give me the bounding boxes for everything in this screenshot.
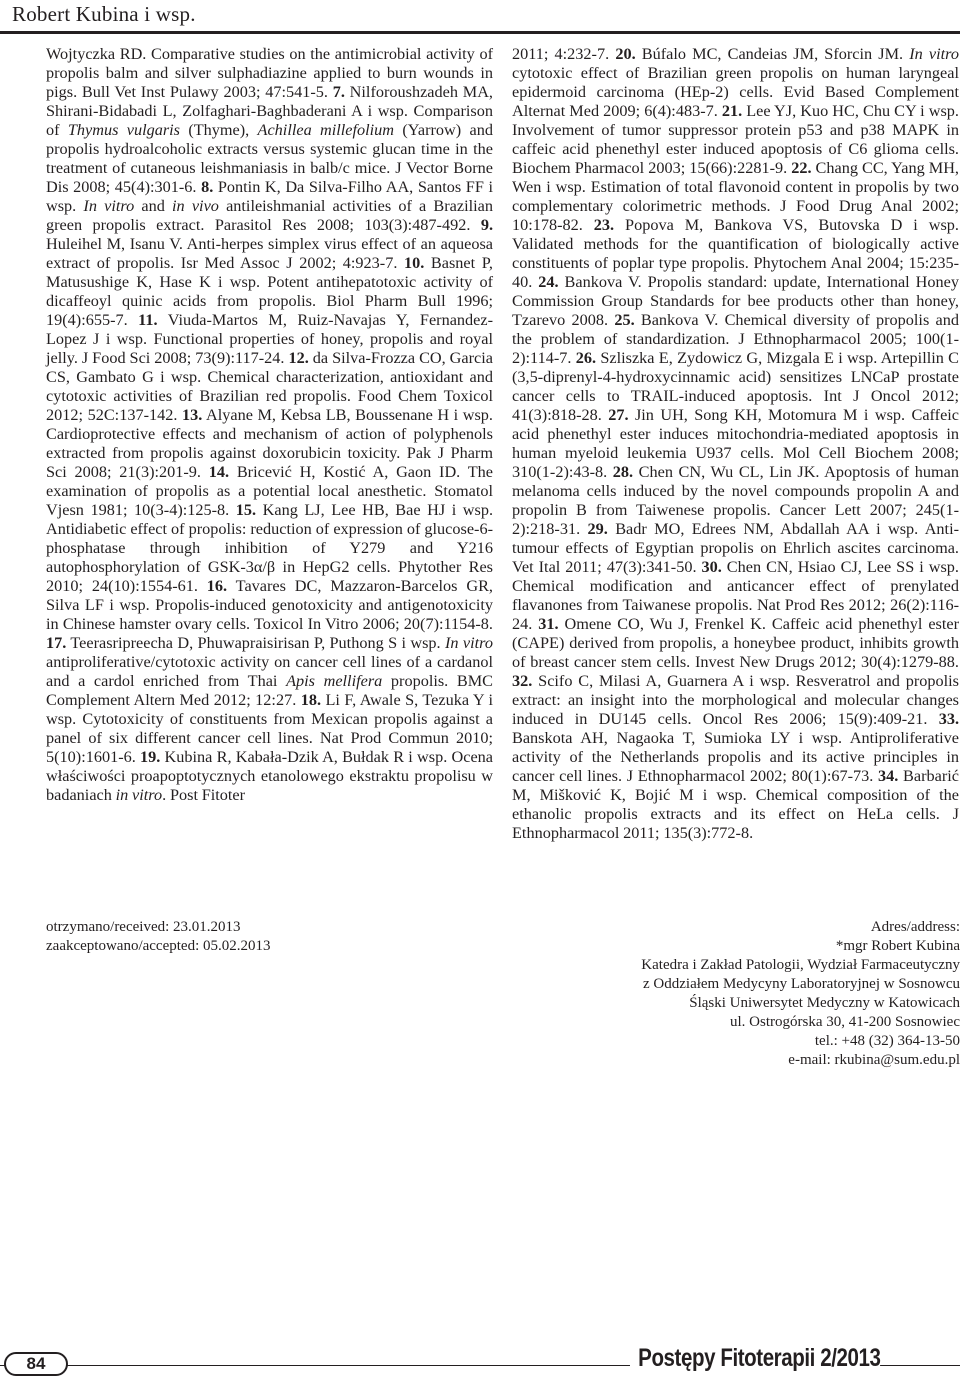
header-rule <box>0 31 960 34</box>
reference-text: Banskota AH, Nagaoka T, Sumioka LY i wsp. Antiproliferative activity of the Netherlands propolis and its active principles in cancer cell lines. J Ethnopharmacol 2002; 80(1):67-73. <box>512 729 959 785</box>
reference-text: antileishmanial activities of a Brazilian green propolis extract. Parasitol Res 2008; 103(3):487-492. <box>46 197 493 234</box>
reference-number: 8. <box>201 178 214 196</box>
email-address: e-mail: rkubina@sum.edu.pl <box>788 1052 960 1068</box>
reference-text: Teerasripreecha D, Phuwapraisirisan P, Puthong S i wsp. <box>66 634 445 652</box>
reference-number: 9. <box>480 216 493 234</box>
reference-text: Li F, Awale S, Tezuka Y i wsp. Cytotoxicity of constituents from Mexican propolis against a panel of six different cancer cell lines. Nat Prod Commun 2010; 5(10):1601-6. <box>46 691 493 766</box>
reference-text: cytotoxic effect of Brazilian green propolis on human laryngeal epidermoid carcinoma (HEp-2) cells. Evid Based Complement Alternat Med 2009; 6(4):483-7. <box>512 64 959 120</box>
reference-text: and <box>134 197 173 215</box>
reference-number: 26. <box>575 349 597 367</box>
reference-text: Badr MO, Edrees NM, Abdallah AA i wsp. Anti-tumour effects of Egyptian propolis on Ehrlich ascites carcinoma. Vet Ital 2011; 47(3):341-50. <box>512 520 959 576</box>
reference-text: Barbarić M, Mišković K, Bojić M i wsp. Chemical composition of the ethanolic propolis extracts and its effect on HeLa cells. J Ethnopharmacol 2011; 135(3):772-8. <box>512 767 959 842</box>
reference-number: 28. <box>612 463 634 481</box>
reference-text: Chen CN, Hsiao CJ, Lee SS i wsp. Chemical modification and anticancer effect of prenylated flavanones from Taiwanese propolis. Nat Prod Res 2012; 26(2):116-24. <box>512 558 959 633</box>
reference-italic-text: in vitro <box>115 786 163 804</box>
reference-text: Huleihel M, Isanu V. Anti-herpes simplex virus effect of an aqueosa extract of propolis. Isr Med Assoc J 2002; 4:923-7. <box>46 235 493 272</box>
reference-italic-text: In vitro <box>909 45 959 63</box>
reference-text: Kubina R, Kabała-Dzik A, Bułdak R i wsp. Ocena właściwości proapoptotycznych etanolowego ekstraktu propolisu w badaniach <box>46 748 493 804</box>
running-header <box>0 0 960 33</box>
reference-number: 30. <box>701 558 722 576</box>
reference-text: Jin UH, Song KH, Motomura M i wsp. Caffeic acid phenethyl ester induces mitochondria-mediated apoptosis in human myeloid leukemia U937 cells. Mol Cell Biochem 2008; 310(1-2):43-8. <box>512 406 960 481</box>
reference-number: 18. <box>300 691 322 709</box>
reference-text: Bankova V. Propolis standard: update, International Honey Commission Group Standards for bee products other than honey, Tzarevo 2008. <box>512 273 959 329</box>
reference-text: Basnet P, Matusushige K, Hase K i wsp. Potent antihepatotoxic activity of dicaffeoyl quinic acids from propolis. Biol Pharm Bull 1996; 19(4):655-7. <box>46 254 493 329</box>
reference-text: Viuda-Martos M, Ruiz-Navajas Y, Fernandez-Lopez J i wsp. Functional properties of honey, propolis and royal jelly. J Food Sci 2008; 73(9):117-24. <box>46 311 494 367</box>
reference-number: 27. <box>608 406 629 424</box>
reference-number: 16. <box>206 577 228 595</box>
reference-number: 12. <box>288 349 309 367</box>
reference-number: 19. <box>140 748 161 766</box>
received-dates <box>46 918 271 956</box>
reference-number: 31. <box>538 615 559 633</box>
reference-text: Kang LJ, Lee HB, Bae HJ i wsp. Antidiabetic effect of propolis: reduction of expression of glucose-6-phosphatase through inhibition of Y279 and Y216 autophosphorylation of GSK-3α/β in HepG2 cells. Phytother Res 2010; 24(10):1554-61. <box>46 501 494 595</box>
reference-italic-text: in vivo <box>172 197 219 215</box>
reference-text: Lee YJ, Kuo HC, Chu CY i wsp. Involvement of tumor suppressor protein p53 and p38 MAPK in caffeic acid phenethyl ester induced apoptosis of C6 glioma cells. Biochem Pharmacol 2003; 15(66):2281-9. <box>512 102 959 177</box>
reference-italic-text: In vitro <box>83 197 135 215</box>
reference-text: antiproliferative/cytotoxic activity on cancer cell lines of a cardanol and a cardol enriched from Thai <box>46 653 493 690</box>
reference-italic-text: Apis mellifera <box>286 672 383 690</box>
reference-text: 2011; 4:232-7. <box>512 45 616 63</box>
author-name: *mgr Robert Kubina <box>835 938 960 954</box>
reference-text: Popova M, Bankova VS, Butovska D i wsp. Validated methods for the quantification of biologically active constituents of poplar type propolis. Phytochem Anal 2004; 15:235-40. <box>512 216 959 291</box>
reference-number: 22. <box>791 159 812 177</box>
reference-italic-text: In vitro <box>445 634 493 652</box>
reference-number: 25. <box>614 311 635 329</box>
references-right-text <box>512 45 959 843</box>
reference-text: Bankova V. Chemical diversity of propolis and the problem of standardization. J Ethnopharmacol 2005; 100(1-2):114-7. <box>512 311 959 367</box>
reference-text: Pontin K, Da Silva-Filho AA, Santos FF i wsp. <box>46 178 493 215</box>
page-footer <box>0 1340 960 1382</box>
reference-number: 10. <box>404 254 425 272</box>
reference-number: 13. <box>182 406 203 424</box>
reference-number: 34. <box>878 767 899 785</box>
reference-text: Chen CN, Wu CL, Lin JK. Apoptosis of human melanoma cells induced by the novel compounds propolin A and propolin B from Taiwenese propolis. Cancer Lett 2007; 245(1-2):218-31. <box>512 463 959 538</box>
department-line-1: Katedra i Zakład Patologii, Wydział Farmaceutyczny <box>641 957 960 973</box>
reference-text: Chang CC, Yang MH, Wen i wsp. Estimation of total flavonoid content in propolis by two complementary colorimetric methods. J Food Drug Anal 2002; 10:178-82. <box>512 159 959 234</box>
reference-text: Tavares DC, Mazzaron-Barcelos GR, Silva LF i wsp. Propolis-induced genotoxicity and antigenotoxicity in Chinese hamster ovary cells. Toxicol In Vitro 2006; 20(7):1154-8. <box>46 577 493 633</box>
reference-text: Nilforoushzadeh MA, Shirani-Bidabadi L, Zolfaghari-Baghbaderani A i wsp. Comparison of <box>46 83 493 139</box>
reference-number: 17. <box>46 634 67 652</box>
references-left-column <box>46 45 493 805</box>
running-title: Robert Kubina i wsp. <box>12 2 196 26</box>
reference-number: 15. <box>235 501 257 519</box>
university-name: Śląski Uniwersytet Medyczny w Katowicach <box>689 995 960 1011</box>
reference-text: da Silva-Frozza CO, Garcia CS, Gambato G i wsp. Chemical characterization, antioxidant and cytotoxic activities of Brazilian red propolis. Food Chem Toxicol 2012; 52C:137-142. <box>46 349 493 424</box>
reference-text: Búfalo MC, Candeias JM, Sforcin JM. <box>635 45 910 63</box>
reference-number: 29. <box>587 520 608 538</box>
reference-text: Scifo C, Milasi A, Guarnera A i wsp. Resveratrol and propolis extract: an insight into the morphological and molecular changes induced in DU145 cells. Oncol Res 2006; 15(9):409-21. <box>512 672 959 728</box>
reference-number: 24. <box>538 273 559 291</box>
reference-number: 7. <box>332 83 345 101</box>
page-number: 84 <box>4 1352 68 1376</box>
reference-text: Szliszka E, Zydowicz G, Mizgala E i wsp. Artepillin C (3,5-diprenyl-4-hydroxycinnamic acid) sensitizes LNCaP prostate cancer cells to TRAIL-induced apoptosis. Int J Oncol 2012; 41(3):818-28. <box>512 349 959 424</box>
references-left-text <box>46 45 493 805</box>
reference-number: 33. <box>938 710 959 728</box>
department-line-2: z Oddziałem Medycyny Laboratoryjnej w Sosnowcu <box>643 976 960 992</box>
reference-text: Omene CO, Wu J, Frenkel K. Caffeic acid phenethyl ester (CAPE) derived from propolis, a honeybee product, inhibits growth of breast cancer stem cells. Invest New Drugs 2012; 30(4):1279-88. <box>512 615 959 671</box>
address-label: Adres/address: <box>870 919 960 935</box>
accepted-date: zaakceptowano/accepted: 05.02.2013 <box>46 938 271 954</box>
phone-number: tel.: +48 (32) 364-13-50 <box>814 1033 960 1049</box>
reference-text: . Post Fitoter <box>162 786 246 804</box>
reference-italic-text: Achillea millefolium <box>257 121 395 139</box>
reference-text: Alyane M, Kebsa LB, Boussenane H i wsp. Cardioprotective effects and mechanism of action of polyphenols extracted from propolis against doxorubicin toxicity. Pak J Pharm Sci 2008; 21(3):201-9. <box>46 406 493 481</box>
correspondence-address <box>520 918 960 1070</box>
street-address: ul. Ostrogórska 30, 41-200 Sosnowiec <box>730 1014 960 1030</box>
reference-number: 14. <box>208 463 230 481</box>
reference-italic-text: Thymus vulgaris <box>67 121 180 139</box>
reference-text: (Thyme), <box>180 121 258 139</box>
references-right-column <box>512 45 959 843</box>
reference-number: 21. <box>721 102 743 120</box>
received-date: otrzymano/received: 23.01.2013 <box>46 919 241 935</box>
reference-number: 23. <box>593 216 615 234</box>
reference-number: 11. <box>138 311 158 329</box>
reference-text: propolis. BMC Complement Altern Med 2012; 12:27. <box>46 672 493 709</box>
reference-number: 32. <box>512 672 533 690</box>
reference-text: Wojtyczka RD. Comparative studies on the antimicrobial activity of propolis balm and silver sulphadiazine applied to burn wounds in pigs. Bull Vet Inst Pulawy 2003; 47:541-5. <box>46 45 493 101</box>
reference-text: Bricević H, Kostić A, Gaon ID. The examination of propolis as a potential local anesthetic. Stomatol Vjesn 1981; 10(3-4):125-8. <box>46 463 493 519</box>
reference-number: 20. <box>615 45 636 63</box>
journal-name: Postępy Fitoterapii 2/2013 <box>630 1344 880 1373</box>
reference-text: (Yarrow) and propolis hydroalcoholic extracts versus systemic glucan time in the treatment of cutaneous leishmaniasis in balb/c mice. J Vector Borne Dis 2008; 45(4):301-6. <box>46 121 493 196</box>
